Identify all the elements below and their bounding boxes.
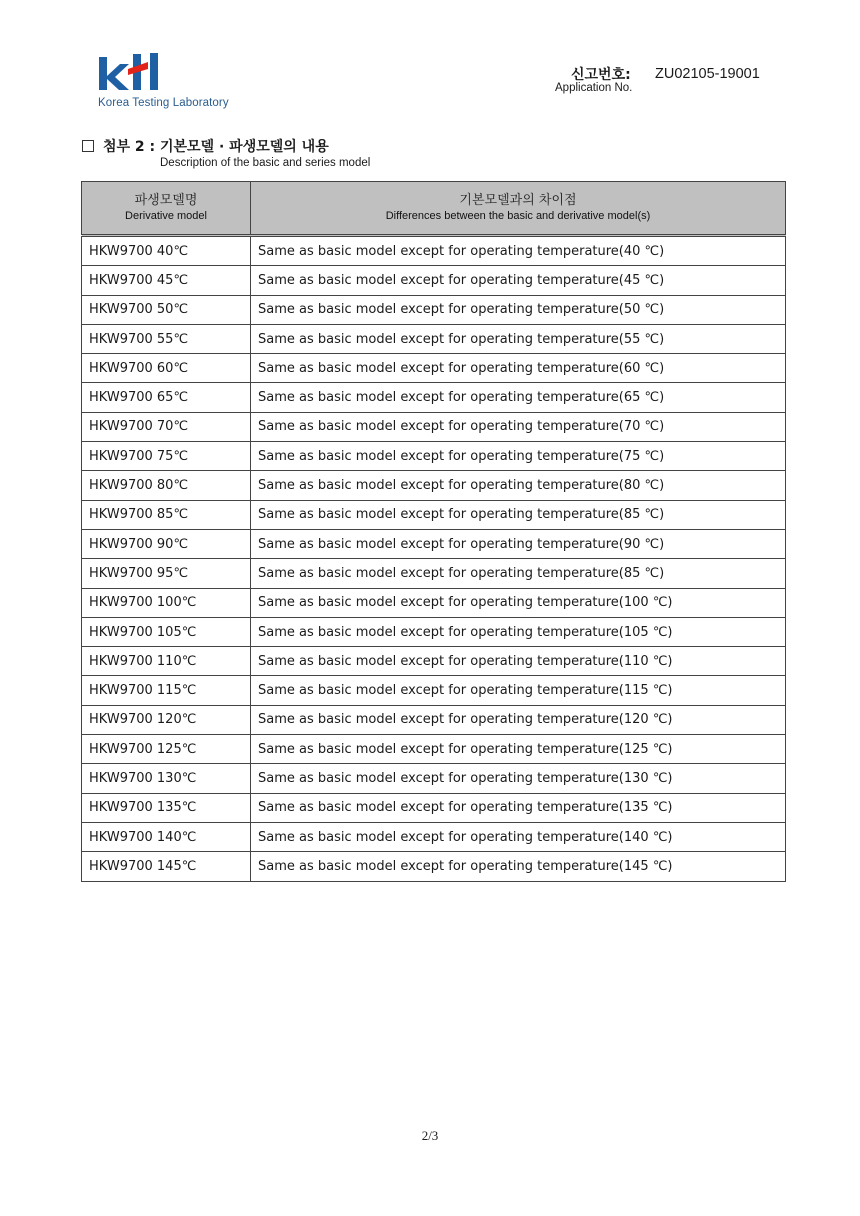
model-name-cell: HKW9700 105℃ [82, 617, 251, 646]
difference-cell: Same as basic model except for operating temperature(105 ℃) [251, 617, 786, 646]
model-name-cell: HKW9700 90℃ [82, 529, 251, 558]
table-row [82, 852, 786, 881]
model-name-cell: HKW9700 50℃ [82, 295, 251, 324]
difference-cell: Same as basic model except for operating temperature(45 ℃) [251, 266, 786, 295]
difference-cell: Same as basic model except for operating temperature(120 ℃) [251, 705, 786, 734]
model-name-cell: HKW9700 130℃ [82, 764, 251, 793]
model-name-cell: HKW9700 95℃ [82, 559, 251, 588]
difference-cell: Same as basic model except for operating temperature(60 ℃) [251, 354, 786, 383]
model-name-cell: HKW9700 70℃ [82, 412, 251, 441]
model-name-cell: HKW9700 85℃ [82, 500, 251, 529]
table-header-row [82, 182, 786, 236]
table-row [82, 383, 786, 412]
table-row [82, 676, 786, 705]
model-name-cell: HKW9700 135℃ [82, 793, 251, 822]
difference-cell: Same as basic model except for operating temperature(55 ℃) [251, 324, 786, 353]
difference-cell: Same as basic model except for operating temperature(130 ℃) [251, 764, 786, 793]
table-row [82, 412, 786, 441]
model-name-cell: HKW9700 100℃ [82, 588, 251, 617]
difference-cell: Same as basic model except for operating temperature(145 ℃) [251, 852, 786, 881]
table-row [82, 705, 786, 734]
table-row [82, 822, 786, 851]
ktl-logo [98, 52, 228, 112]
table-row [82, 500, 786, 529]
table-row [82, 236, 786, 266]
difference-cell: Same as basic model except for operating temperature(125 ℃) [251, 735, 786, 764]
model-name-cell: HKW9700 75℃ [82, 442, 251, 471]
header-derivative-model-ko: 파생모델명 [134, 193, 198, 208]
checkbox-icon [82, 140, 94, 152]
table-row [82, 295, 786, 324]
model-name-cell: HKW9700 140℃ [82, 822, 251, 851]
table-row [82, 647, 786, 676]
difference-cell: Same as basic model except for operating temperature(85 ℃) [251, 559, 786, 588]
table-row [82, 617, 786, 646]
difference-cell: Same as basic model except for operating temperature(100 ℃) [251, 588, 786, 617]
table-row [82, 442, 786, 471]
header-differences [251, 182, 786, 236]
difference-cell: Same as basic model except for operating temperature(50 ℃) [251, 295, 786, 324]
model-name-cell: HKW9700 120℃ [82, 705, 251, 734]
difference-cell: Same as basic model except for operating temperature(140 ℃) [251, 822, 786, 851]
page-number: 2/3 [421, 1128, 439, 1143]
difference-cell: Same as basic model except for operating temperature(80 ℃) [251, 471, 786, 500]
header-differences-ko: 기본모델과의 차이점 [459, 193, 577, 208]
model-name-cell: HKW9700 65℃ [82, 383, 251, 412]
difference-cell: Same as basic model except for operating temperature(65 ℃) [251, 383, 786, 412]
ktl-logo-icon [98, 52, 160, 92]
model-name-cell: HKW9700 45℃ [82, 266, 251, 295]
model-name-cell: HKW9700 60℃ [82, 354, 251, 383]
header-differences-en: Differences between the basic and derivative model(s) [385, 210, 651, 222]
difference-cell: Same as basic model except for operating temperature(135 ℃) [251, 793, 786, 822]
difference-cell: Same as basic model except for operating temperature(110 ℃) [251, 647, 786, 676]
model-name-cell: HKW9700 40℃ [82, 236, 251, 266]
table-row [82, 529, 786, 558]
table-row [82, 735, 786, 764]
application-label-ko: 신고번호: [571, 67, 631, 83]
difference-cell: Same as basic model except for operating temperature(90 ℃) [251, 529, 786, 558]
table-body [82, 236, 786, 882]
application-label-en: Application No. [555, 82, 633, 94]
header-derivative-model-en: Derivative model [125, 210, 207, 222]
model-name-cell: HKW9700 110℃ [82, 647, 251, 676]
table-row [82, 764, 786, 793]
logo-text: Korea Testing Laboratory [98, 97, 229, 109]
model-name-cell: HKW9700 55℃ [82, 324, 251, 353]
model-name-cell: HKW9700 115℃ [82, 676, 251, 705]
section-title [82, 136, 782, 156]
table-row [82, 559, 786, 588]
model-name-cell: HKW9700 80℃ [82, 471, 251, 500]
table-row [82, 793, 786, 822]
difference-cell: Same as basic model except for operating temperature(85 ℃) [251, 500, 786, 529]
table-row [82, 588, 786, 617]
table-row [82, 471, 786, 500]
section-header [82, 136, 782, 169]
header-derivative-model [82, 182, 251, 236]
difference-cell: Same as basic model except for operating temperature(70 ℃) [251, 412, 786, 441]
application-number: ZU02105-19001 [655, 66, 760, 82]
derivative-model-table [81, 181, 786, 882]
table-row [82, 266, 786, 295]
table-row [82, 324, 786, 353]
difference-cell: Same as basic model except for operating temperature(40 ℃) [251, 236, 786, 266]
model-name-cell: HKW9700 125℃ [82, 735, 251, 764]
difference-cell: Same as basic model except for operating temperature(75 ℃) [251, 442, 786, 471]
model-name-cell: HKW9700 145℃ [82, 852, 251, 881]
difference-cell: Same as basic model except for operating temperature(115 ℃) [251, 676, 786, 705]
table-row [82, 354, 786, 383]
section-subtitle: Description of the basic and series model [160, 157, 371, 169]
application-number-block [555, 64, 785, 98]
section-title-text: 첨부 2 : 기본모델 · 파생모델의 내용 [103, 139, 329, 155]
